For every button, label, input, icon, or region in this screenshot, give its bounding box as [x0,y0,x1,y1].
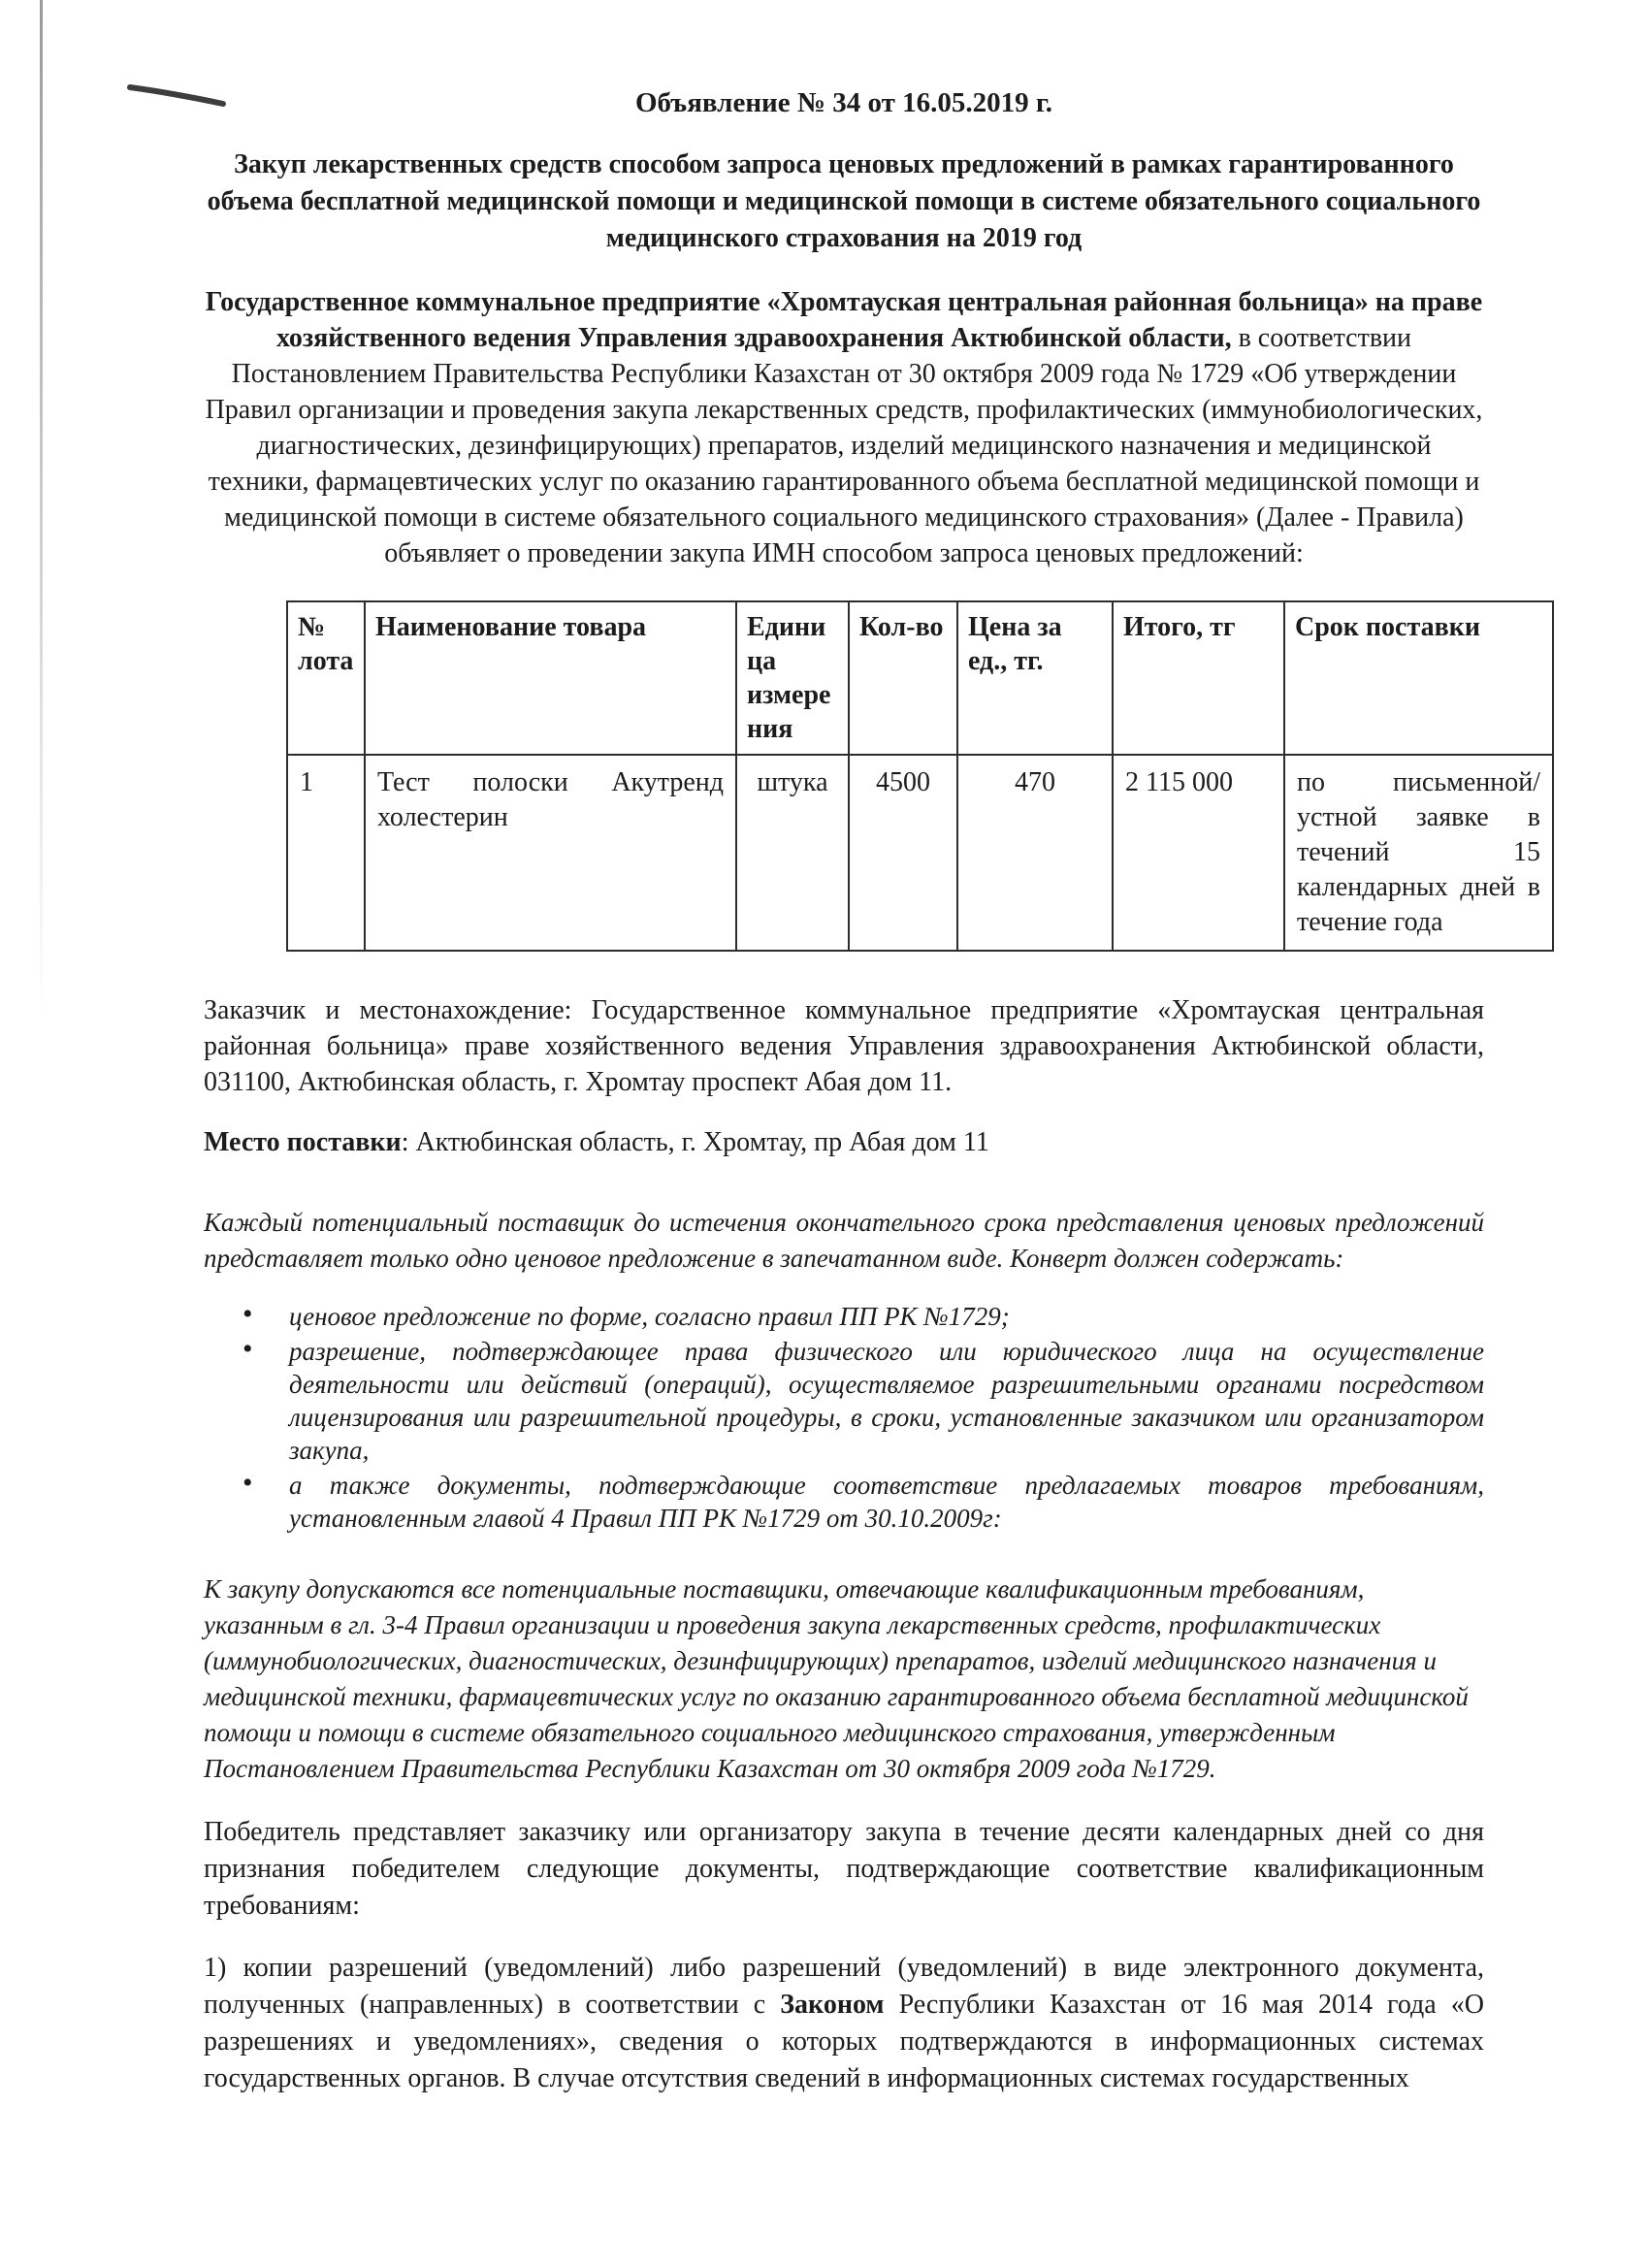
bullet-icon: • [242,1298,253,1330]
cell-total: 2 115 000 [1113,755,1284,951]
col-header-unit: Единица измерения [736,601,849,755]
list-item-text: ценовое предложение по форме, согласно правил ПП РК №1729; [289,1302,1010,1331]
list-item-text: а также документы, подтверждающие соответствие предлагаемых товаров требованиям, установленным главой 4 Правил ПП РК №1729 от 30.10.2009г: [289,1471,1484,1533]
bullet-icon: • [242,1467,253,1499]
intro-regular-part: в соответствии Постановлением Правительства Республики Казахстан от 30 октября 2009 года № 1729 «Об утверждении Правил организации и проведения закупа лекарственных средств, профилактических (иммунобиологических, диагностических, дезинфицирующих) препаратов, изделий медицинского назначения и медицинской техники, фармацевтических услуг по оказанию гарантированного объема бесплатной медицинской помощи и медицинской помощи в системе обязательного социального медицинского страхования» (Далее - Правила) объявляет о проведении закупа ИМН способом запроса ценовых предложений: [205,323,1483,568]
qualification-paragraph: К закупу допускаются все потенциальные поставщики, отвечающие квалификационным требованиям, указанным в гл. 3-4 Правил организации и проведения закупа лекарственных средств, профилактических (иммунобиологических, диагностических, дезинфицирующих) препаратов, изделий медицинского назначения и медицинской техники, фармацевтических услуг по оказанию гарантированного объема бесплатной медицинской помощи и помощи в системе обязательного социального медицинского страхования, утвержденным Постановлением Правительства Республики Казахстан от 30 октября 2009 года №1729. [204,1574,1469,1783]
cell-name: Тест полоски Акутренд холестерин [365,755,736,951]
intro-paragraph [204,284,1484,571]
scan-edge-line [40,0,43,1019]
document-content [204,0,1540,2097]
table-row [287,755,1553,951]
winner-paragraph: Победитель представляет заказчику или организатору закупа в течение десяти календарных дней со дня признания победителем следующие документы, подтверждающие соответствие квалификационным требованиям: [204,1817,1484,1921]
cell-delivery-term: по письменной/устной заявке в течений 15 календарных дней в течение года [1284,755,1553,951]
cell-qty: 4500 [849,755,957,951]
col-header-unit-price: Цена за ед., тг. [957,601,1113,755]
delivery-place-value: : Актюбинская область, г. Хромтау, пр Абая дом 11 [401,1127,989,1157]
item1-paragraph [204,1950,1484,2097]
bullet-icon: • [242,1333,253,1365]
col-header-lot-no: № лота [287,601,365,755]
cell-unit-price: 470 [957,755,1113,951]
lots-table [286,600,1554,952]
col-header-total: Итого, тг [1113,601,1284,755]
customer-paragraph: Заказчик и местонахождение: Государственное коммунальное предприятие «Хромтауская центральная районная больница» праве хозяйственного ведения Управления здравоохранения Актюбинской области, 031100, Актюбинская область, г. Хромтау проспект Абая дом 11. [204,995,1484,1097]
item1-before: 1) копии разрешений (уведомлений) либо разрешений (уведомлений) в виде электронного документа, полученных (направленных) в соответствии с [204,1953,1484,2020]
envelope-items-list [204,1300,1484,1535]
col-header-qty: Кол-во [849,601,957,755]
list-item [242,1469,1484,1535]
delivery-place-label: Место поставки [204,1127,402,1157]
envelope-note-paragraph: Каждый потенциальный поставщик до истечения окончательного срока представления ценовых предложений представляет только одно ценовое предложение в запечатанном виде. Конверт должен содержать: [204,1208,1484,1273]
delivery-place-paragraph [204,1124,1484,1160]
col-header-delivery-term: Срок поставки [1284,601,1553,755]
list-item-text: разрешение, подтверждающее права физического или юридического лица на осуществление деятельности или действий (операций), осуществляемое разрешительными органами посредством лицензирования или разрешительной процедуры, в сроки, установленные заказчиком или организатором закупа, [289,1337,1484,1465]
document-subtitle: Закуп лекарственных средств способом запроса ценовых предложений в рамках гарантированного объема бесплатной медицинской помощи и медицинской помощи в системе обязательного социального медицинского страхования на 2019 год [207,149,1481,253]
document-title: Объявление № 34 от 16.05.2019 г. [634,87,1053,118]
list-item [242,1335,1484,1467]
col-header-name: Наименование товара [365,601,736,755]
intro-bold-part: Государственное коммунальное предприятие «Хромтауская центральная районная больница» на праве хозяйственного ведения Управления здравоохранения Актюбинской области, [205,287,1483,353]
list-item [242,1300,1484,1333]
item1-after: Республики Казахстан от 16 мая 2014 года «О разрешениях и уведомлениях», сведения о которых подтверждаются в информационных системах государственных органов. В случае отсутствия сведений в информационных системах государственных [204,1990,1485,2093]
item1-bold: Законом [780,1990,885,2020]
cell-lot-no: 1 [287,755,365,951]
cell-unit: штука [736,755,849,951]
table-header-row [287,601,1553,755]
